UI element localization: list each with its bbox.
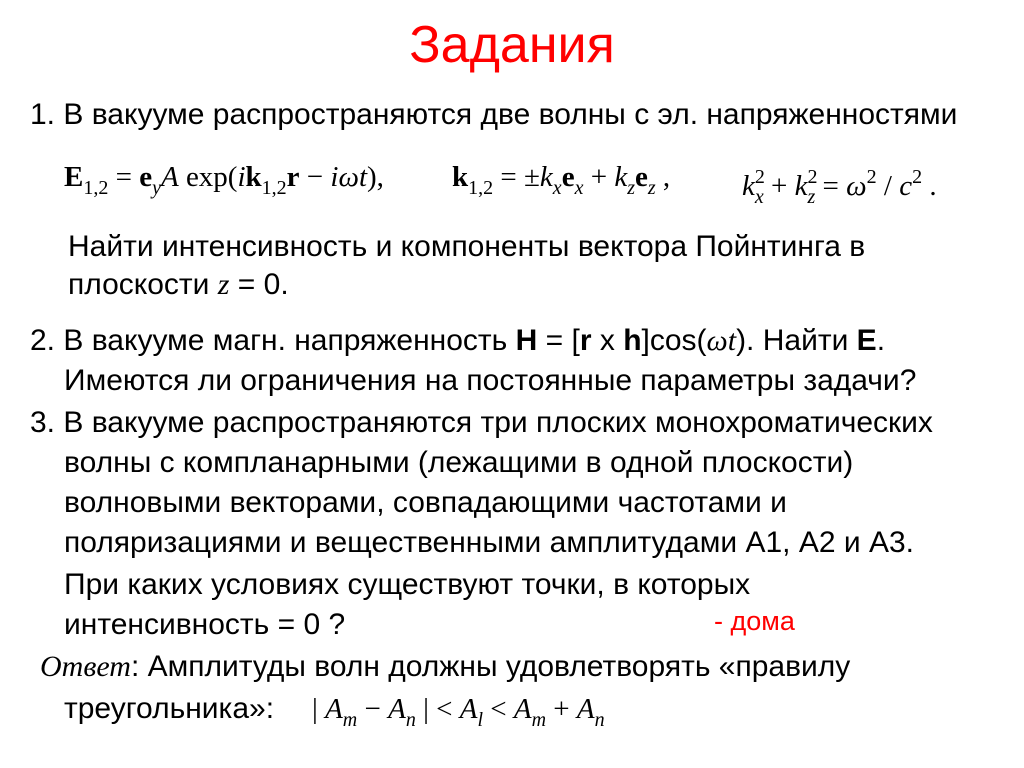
task3-line6: интенсивность = 0 ? bbox=[64, 608, 346, 641]
task2-line1: 2. В вакууме магн. напряженность H = [r x h]cos(ωt). Найти E. bbox=[30, 324, 886, 357]
page-title: Задания bbox=[409, 16, 615, 74]
task2-line2: Имеются ли ограничения на постоянные параметры задачи? bbox=[64, 364, 917, 397]
task1-wavevector-equation: $k_{1,2} = \pm k_xe_x + k_ze_z$ , bbox=[452, 161, 671, 199]
task3-line3: волновыми векторами, совпадающими частотами и bbox=[64, 486, 787, 519]
task1-find-line2: плоскости z = 0. bbox=[68, 268, 289, 301]
home-note: - дома bbox=[714, 606, 795, 636]
task1-find-line1: Найти интенсивность и компоненты вектора Пойнтинга в bbox=[68, 230, 866, 263]
answer-text: : Амплитуды волн должны удовлетворять «правилу bbox=[130, 650, 851, 683]
task1-field-equation: $E_{1,2} = e_yA$ $\exp(ik_{1,2}r - i\omega t)$, bbox=[64, 161, 384, 199]
answer-line1 bbox=[40, 648, 850, 686]
task3-line1: 3. В вакууме распространяются три плоских монохроматических bbox=[30, 406, 933, 439]
task3-line4: поляризациями и вещественными амплитудами А1, А2 и А3. bbox=[64, 526, 914, 559]
task3-line5: При каких условиях существуют точки, в которых bbox=[64, 568, 751, 601]
triangle-inequality-formula: | $A_m - A_n$ | < $A_l < A_m + A_n$ bbox=[312, 693, 605, 731]
task3-line2: волны с компланарными (лежащими в одной плоскости) bbox=[64, 446, 854, 479]
answer-label: Ответ bbox=[40, 650, 131, 683]
answer-line2: треугольника»: bbox=[64, 692, 275, 725]
task1-statement: 1. В вакууме распространяются две волны с эл. напряженностями bbox=[30, 98, 958, 131]
task1-dispersion-equation: $k^2_x + k^2_z = \omega^2 / c^2$ . bbox=[742, 166, 937, 208]
